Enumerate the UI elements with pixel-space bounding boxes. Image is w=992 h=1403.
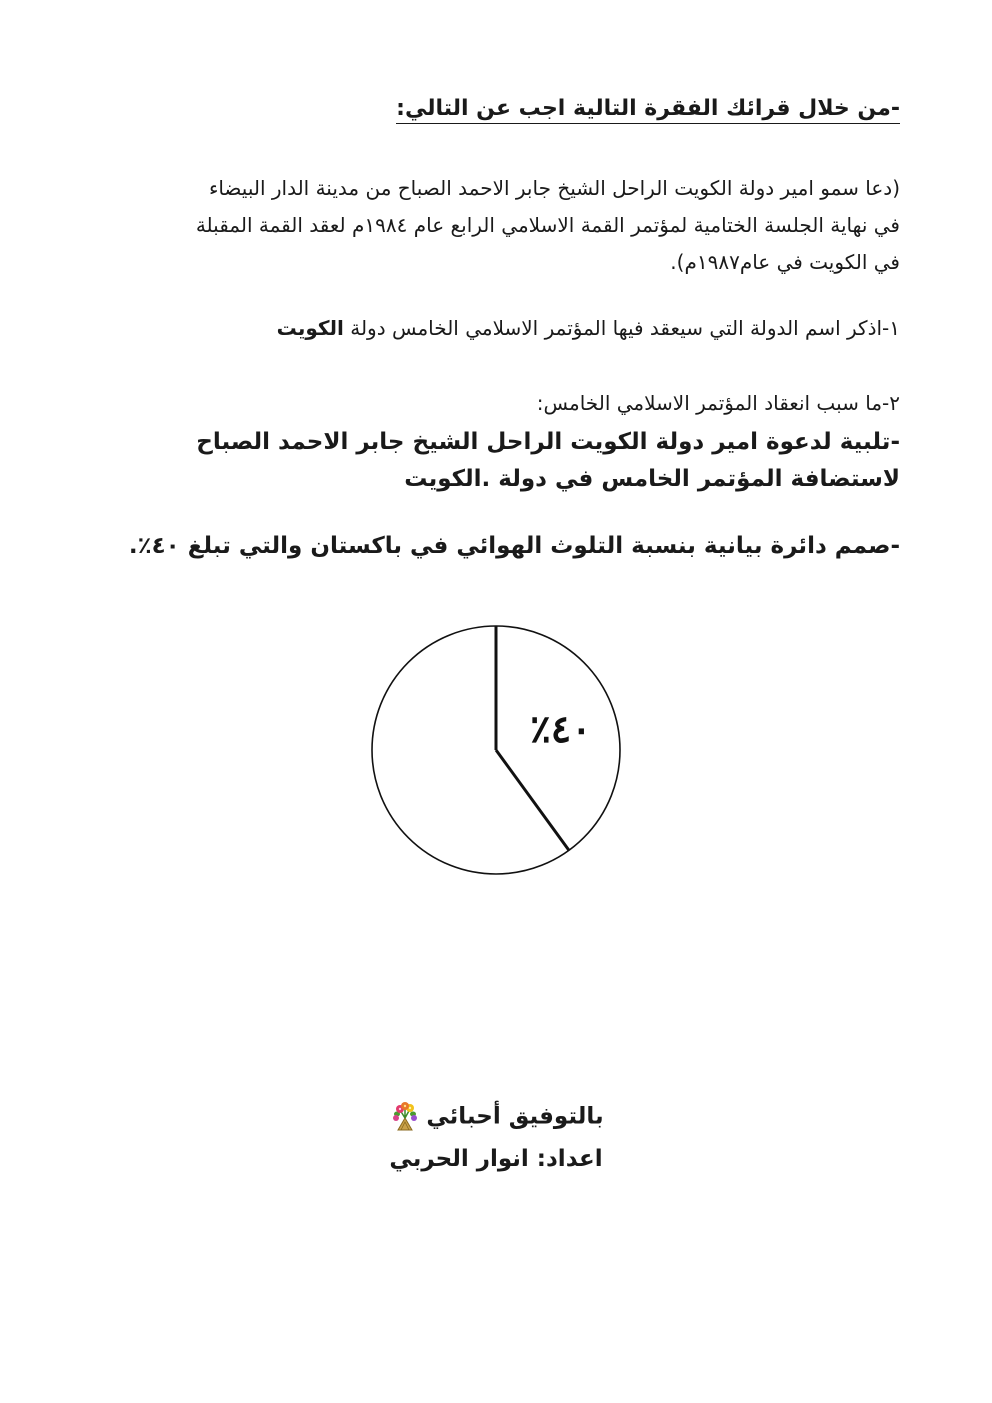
pie-chart [368, 622, 624, 878]
author-credit: اعداد: انوار الحربي [389, 1146, 603, 1172]
answer-line: -تلبية لدعوة امير دولة الكويت الراحل الشيخ جابر الاحمد الصباح [196, 429, 900, 455]
closing-wishes [0, 1100, 992, 1134]
question-2-text: ٢-ما سبب انعقاد المؤتمر الاسلامي الخامس: [536, 391, 900, 415]
flower-bouquet-icon [388, 1100, 422, 1134]
closing-line-1: بالتوفيق أحبائي [426, 1103, 604, 1130]
passage-line: (دعا سمو امير دولة الكويت الراحل الشيخ جابر الاحمد الصباح من مدينة الدار البيضاء [208, 176, 900, 200]
question-1-text: ١-اذكر اسم الدولة التي سيعقد فيها المؤتمر الاسلامي الخامس دولة [350, 316, 900, 340]
pie-chart-svg [368, 622, 624, 878]
question-3-text: -صمم دائرة بيانية بنسبة التلوث الهوائي في باكستان والتي تبلغ ٤٠٪. [128, 533, 900, 559]
reading-passage [90, 170, 900, 281]
passage-line: في نهاية الجلسة الختامية لمؤتمر القمة الاسلامي الرابع عام ١٩٨٤م لعقد القمة المقبلة [195, 213, 900, 237]
question-1 [277, 316, 900, 340]
question-1-answer: الكويت [276, 316, 344, 340]
pie-slice-label: ٪٤٠ [530, 705, 592, 751]
passage-line: في الكويت في عام١٩٨٧م). [670, 250, 900, 274]
section-heading: -من خلال قرائك الفقرة التالية اجب عن التالي: [396, 96, 900, 124]
answer-line: لاستضافة المؤتمر الخامس في دولة .الكويت [404, 466, 900, 492]
question-2-answer [180, 424, 900, 498]
